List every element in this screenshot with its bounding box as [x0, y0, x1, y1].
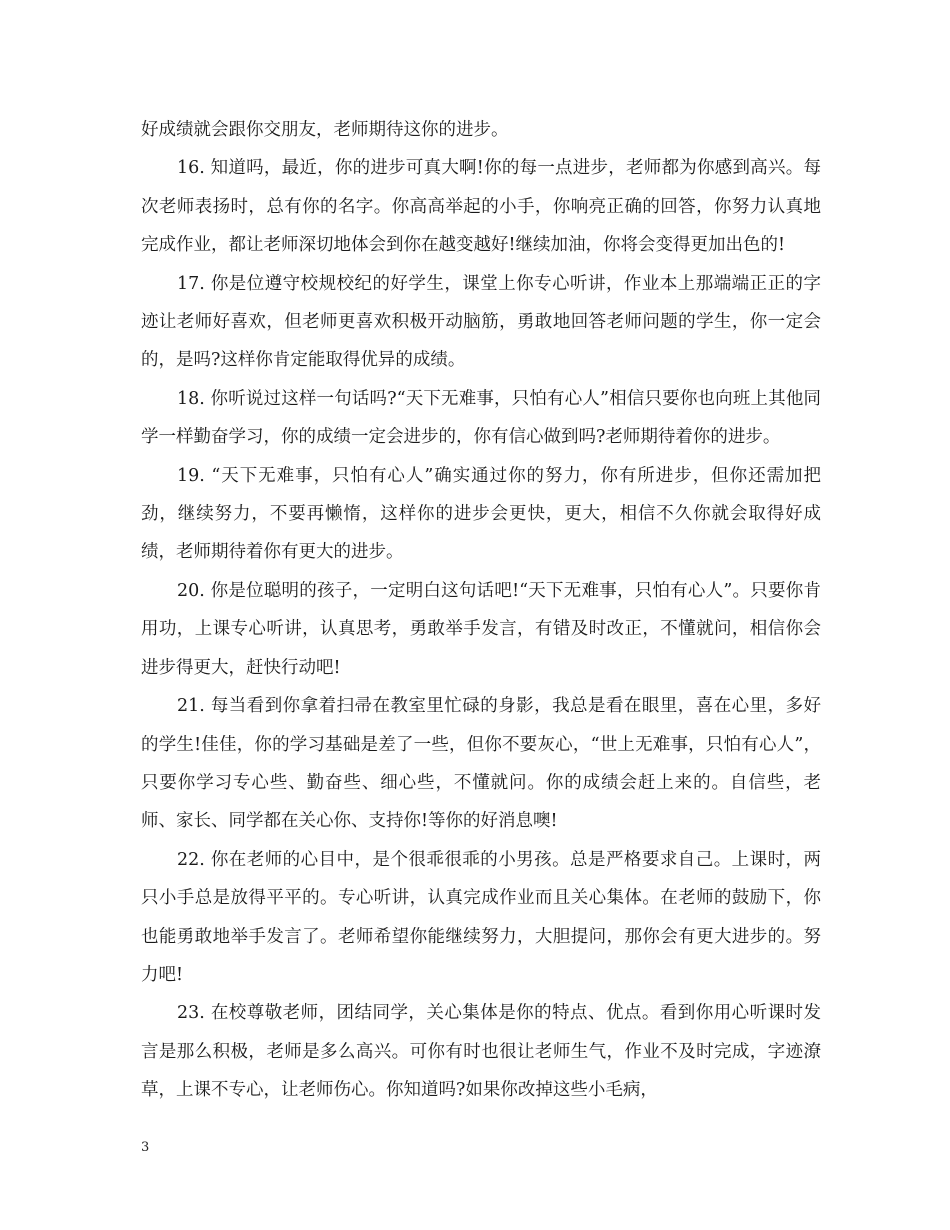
paragraph-17: 17. 你是位遵守校规校纪的好学生，课堂上你专心听讲，作业本上那端端正正的字迹让老师好喜欢，但老师更喜欢积极开动脑筋，勇敢地回答老师问题的学生，你一定会的，是吗?这样你肯定能取得优异的成绩。	[141, 273, 821, 371]
paragraph-22: 22. 你在老师的心目中，是个很乖很乖的小男孩。总是严格要求自己。上课时，两只小手总是放得平平的。专心听讲，认真完成作业而且关心集体。在老师的鼓励下，你也能勇敢地举手发言了。老师希望你能继续努力，大胆提问，那你会有更大进步的。努力吧!	[141, 849, 821, 985]
document-body	[141, 111, 821, 1110]
paragraph-21: 21. 每当看到你拿着扫帚在教室里忙碌的身影，我总是看在眼里，喜在心里，多好的学生!佳佳，你的学习基础是差了一些，但你不要灰心，“世上无难事，只怕有心人”，只要你学习专心些、勤奋些、细心些，不懂就问。你的成绩会赶上来的。自信些，老师、家长、同学都在关心你、支持你!等你的好消息噢!	[141, 696, 821, 832]
paragraph-19: 19. “天下无难事，只怕有心人”确实通过你的努力，你有所进步，但你还需加把劲，继续努力，不要再懒惰，这样你的进步会更快，更大，相信不久你就会取得好成绩，老师期待着你有更大的进步。	[141, 465, 821, 563]
paragraph-20: 20. 你是位聪明的孩子，一定明白这句话吧!“天下无难事，只怕有心人”。只要你肯用功，上课专心听讲，认真思考，勇敢举手发言，有错及时改正，不懂就问，相信你会进步得更大，赶快行动吧!	[141, 580, 821, 678]
paragraph-23: 23. 在校尊敬老师，团结同学，关心集体是你的特点、优点。看到你用心听课时发言是那么积极，老师是多么高兴。可你有时也很让老师生气，作业不及时完成，字迹潦草，上课不专心，让老师伤心。你知道吗?如果你改掉这些小毛病，	[141, 1003, 821, 1101]
paragraph-16: 16. 知道吗，最近，你的进步可真大啊!你的每一点进步，老师都为你感到高兴。每次老师表扬时，总有你的名字。你高高举起的小手，你响亮正确的回答，你努力认真地完成作业，都让老师深切地体会到你在越变越好!继续加油，你将会变得更加出色的!	[141, 158, 821, 256]
paragraph-18: 18. 你听说过这样一句话吗?“天下无难事，只怕有心人”相信只要你也向班上其他同学一样勤奋学习，你的成绩一定会进步的，你有信心做到吗?老师期待着你的进步。	[141, 388, 821, 448]
paragraph-continuation: 好成绩就会跟你交朋友，老师期待这你的进步。	[141, 120, 509, 140]
page-number: 3	[141, 1140, 150, 1155]
